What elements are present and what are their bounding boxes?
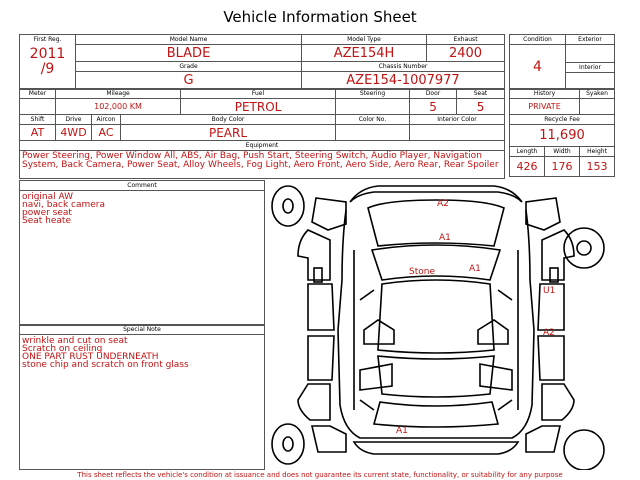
top-info-table (19, 34, 505, 90)
width-label: Width (545, 147, 580, 157)
exterior-label: Exterior (566, 35, 615, 45)
height-label: Height (580, 147, 615, 157)
width-value: 176 (545, 157, 580, 177)
front-seats (364, 320, 508, 344)
seat-label: Seat (457, 89, 505, 99)
equipment-text: Power Steering, Power Window All, ABS, Air Bag, Push Start, Steering Switch, Audio Player, Navigation System, Back Camera, Power Seat, Alloy Wheels, Fog Light, Aero Front, Aero Side, Aero Rear, Rear Spoiler (22, 151, 499, 170)
shift-label: Shift (20, 115, 56, 125)
meter-label: Meter (20, 89, 56, 99)
fuel-label: Fuel (181, 89, 336, 99)
grade-value: G (76, 72, 302, 90)
interior-color-label: Interior Color (410, 115, 505, 125)
exterior-value (566, 45, 615, 63)
left-rear-fender (298, 384, 330, 420)
right-rear-fender (542, 384, 574, 420)
rear-right-tire (564, 430, 604, 470)
chassis-number-label: Chassis Number (302, 62, 505, 72)
body-color-value: PEARL (121, 125, 336, 141)
right-rear-quarter (526, 426, 560, 452)
chassis-number-value: AZE154-1007977 (302, 72, 505, 90)
condition-label: Condition (510, 35, 566, 45)
damage-mark-trunk: A1 (396, 426, 408, 436)
hood-outline (368, 200, 504, 246)
model-type-value: AZE154H (302, 45, 427, 62)
special-note-text: wrinkle and cut on seat Scratch on ceiling ONE PART RUST UNDERNEATH stone chip and scratch on front glass (22, 336, 189, 370)
left-front-door (308, 284, 334, 330)
exhaust-label: Exhaust (427, 35, 505, 45)
roof (378, 280, 494, 353)
color-no-label: Color No. (336, 115, 410, 125)
interior-value (566, 73, 615, 90)
steering-value (336, 99, 410, 115)
rear-window (378, 356, 494, 397)
fuel-value: PETROL (181, 99, 336, 115)
grade-label: Grade (76, 62, 302, 72)
door-label: Door (410, 89, 457, 99)
drive-value: 4WD (56, 125, 92, 141)
shift-value: AT (20, 125, 56, 141)
history-label: History (510, 89, 580, 99)
comment-text: original AW navi, back camera power seat Seat heate (22, 192, 105, 226)
front-left-tire (272, 186, 304, 226)
sheet-title: Vehicle Information Sheet (223, 8, 417, 26)
exhaust-value: 2400 (427, 45, 505, 62)
interior-color-value (410, 125, 505, 141)
front-right-tire (564, 228, 604, 268)
seat-value: 5 (457, 99, 505, 115)
damage-mark-windshield-right: A1 (469, 264, 481, 274)
model-name-label: Model Name (76, 35, 302, 45)
body-color-label: Body Color (121, 115, 336, 125)
damage-mark-hood: A1 (439, 233, 451, 243)
rear-bumper (354, 442, 518, 454)
aircon-value: AC (92, 125, 121, 141)
equipment-label: Equipment (20, 141, 505, 151)
damage-mark-front-bumper: A2 (437, 199, 449, 209)
condition-value: 4 (510, 45, 566, 90)
first-reg-label: First Reg. (33, 36, 62, 43)
special-note-label: Special Note (20, 325, 264, 335)
recycle-fee-label: Recycle Fee (510, 115, 615, 125)
car-damage-diagram (268, 180, 614, 470)
rear-seats (360, 364, 512, 390)
recycle-fee-value: 11,690 (510, 125, 615, 147)
left-front-fender (312, 198, 346, 230)
front-right-tire-hub (577, 241, 591, 255)
left-rear-quarter (312, 426, 346, 452)
syaken-value (580, 99, 615, 115)
door-value: 5 (410, 99, 457, 115)
steering-label: Steering (336, 89, 410, 99)
damage-mark-windshield: Stone (409, 267, 435, 277)
middle-info-table (19, 88, 505, 179)
height-value: 153 (580, 157, 615, 177)
trunk (374, 402, 498, 427)
mileage-label: Mileage (56, 89, 181, 99)
rear-left-tire-hub (283, 437, 293, 451)
left-rear-door (308, 336, 334, 380)
model-type-label: Model Type (302, 35, 427, 45)
mileage-value: 102,000 KM (56, 99, 181, 115)
history-table (509, 88, 615, 177)
front-left-tire-hub (283, 199, 293, 213)
interior-label: Interior (566, 63, 615, 73)
right-rear-door (538, 336, 564, 380)
windshield (372, 245, 500, 280)
comment-box (19, 180, 265, 326)
first-reg-month: /9 (40, 61, 55, 77)
damage-mark-right-front-door: U1 (543, 286, 556, 296)
damage-mark-right-rear-door: A2 (543, 328, 555, 338)
condition-table (509, 34, 615, 90)
history-value: PRIVATE (510, 99, 580, 115)
syaken-label: Syaken (580, 89, 615, 99)
drive-label: Drive (56, 115, 92, 125)
special-note-box (19, 324, 265, 470)
color-no-value (336, 125, 410, 141)
model-name-value: BLADE (76, 45, 302, 62)
right-front-fender (526, 198, 560, 230)
footer-disclaimer: This sheet reflects the vehicle's condition at issuance and does not guarantee its current state, functionality, or suitability for any purpose (77, 471, 563, 479)
length-label: Length (510, 147, 545, 157)
meter-value (20, 99, 56, 115)
aircon-label: Aircon (92, 115, 121, 125)
first-reg-year: 2011 (29, 46, 66, 62)
comment-label: Comment (20, 181, 264, 191)
length-value: 426 (510, 157, 545, 177)
rear-left-tire (272, 424, 304, 464)
